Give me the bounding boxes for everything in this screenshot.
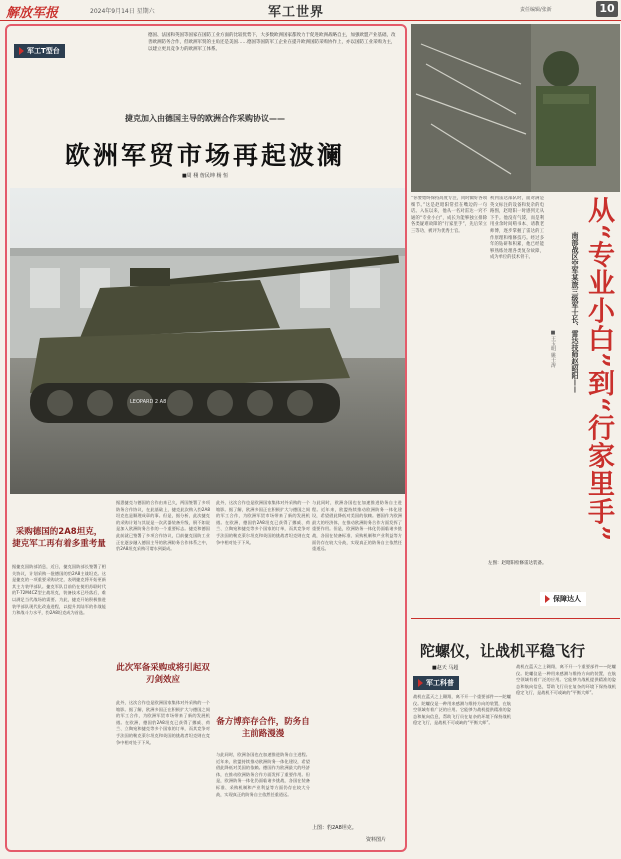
photo-caption: 上图：豹2A8坦克。 xyxy=(312,825,357,831)
editor-line: 责任编辑/张新 xyxy=(520,7,552,13)
gyro-text-2: 战机在蓝天之上翱翔，离不开一个重要部件——陀螺仪。陀螺仪是一种用来感测与维持方向的装置，在航空领域有着广泛的应用。它能够为战机提供精准的姿态和航向信息，帮助飞行员在复杂的环境下保持战机稳定飞行，是战机不可或缺的“平衡大师”。 xyxy=(516,664,616,696)
profile-subtitle: 南部战区空军某旅三级军士长、雷达技师赵昭阳—— xyxy=(571,232,579,393)
photo-source: 资料图片 xyxy=(366,837,387,843)
dateline: 2024年9月14日 星期六 xyxy=(90,8,155,15)
triangle-icon xyxy=(19,47,24,55)
text-column-2b: 此外，这次合作也是欧洲国家集体对外采购的一个缩影。据了解，欧洲多国正在积极扩大与德国之间的军工合作，为欧洲军贸市场带来了新的发展机遇。在欧洲，德国豹2A8坦克已获得了挪威、荷兰、立陶宛和捷克等多个国家的订单，而其竞争对手法国的勒克莱尔坦克和英国的挑战者坦克则在竞争中相对处于下风。 xyxy=(116,700,210,745)
masthead: 解放军报 xyxy=(6,6,59,21)
text-column-1: 据捷克国防部消息，近日，捷克国防部长签署了相关协议，计划采购一批德国的豹2A8主战坦克。这是捷克的一项重要采购决定，表明捷克将开始更新其主力装甲部队。捷克军队目前仍在使用苏联时代的T-72M4CZ型主战坦克，装备技术已经落后，难以满足当代战场的需要。为此，捷克开始积极推进装甲部队现代化改造进程，以提升其陆军的作战能力和战斗力水平，豹2A8坦克成为首选。 xyxy=(12,564,106,616)
article-intro: 德国、法国和英国等国家在国防工业方面的比较优势下，大多数欧洲国家都致力于促进欧洲战略自主，加强欧盟产业基础，改善欧洲防务合作，但欧洲军贸的主角还是美国……德国等国防军工企业在提升欧洲国防采购协作上，亦以国防工业采购为主，以建立更具竞争力的欧洲军工体系。 xyxy=(148,33,396,52)
column-tag xyxy=(14,44,65,58)
section-divider xyxy=(411,618,620,619)
text-column-2: 据悉捷克与德国的合作由来已久，两国签署了多项防务合作协议，在此基础上，捷克此次购入豹2A8坦克也是顺理成章的事。但是，据分析，此次捷克的采购计划与其说是一次武器装备升级，倒不如说是加入欧洲防务合作的一个重要标志。捷克和德国此前就已签署了多项合作协议，目前捷克国防工业正在逐步融入德国主导的欧洲防务合作体系之中，豹2A8坦克采购可谓水到渠成。 xyxy=(116,500,210,552)
gyro-headline: 陀螺仪，让战机平稳飞行 xyxy=(420,642,586,660)
subheading-2: 此次军备采购或将引起双刃剑效应 xyxy=(116,663,210,685)
triangle-icon xyxy=(418,679,423,687)
subheading-1: 采购德国的2A8坦克，捷克军工再有着多重考量 xyxy=(12,527,106,549)
science-tag xyxy=(413,676,459,690)
subheading-3: 备方博弈存合作，防务自主前路漫漫 xyxy=(216,717,310,739)
support-tag-label: 保障达人 xyxy=(553,595,581,603)
section-title: 军工世界 xyxy=(268,5,325,20)
article-headline: 欧洲军贸市场再起波澜 xyxy=(64,141,345,170)
profile-text-1: “你要始终保持高度专注，同时做好各项细节。”这是赵昭阳常挂在嘴边的一句话。入伍以来，他从一名对雷达一窍不通的“专业小白”，成长为能够独立排除各类疑难故障的“行家里手”，先后荣立三等功、被评为优秀士官。 xyxy=(411,196,487,234)
column-tag-label: 军工T型台 xyxy=(27,47,60,55)
gyro-author: ■赵天 马超 xyxy=(432,665,459,671)
text-column-3: 此外，这次合作也是欧洲国家集体对外采购的一个缩影。据了解，欧洲多国正在积极扩大与德国之间的军工合作，为欧洲军贸市场带来了新的发展机遇。在欧洲，德国豹2A8坦克已获得了挪威、荷兰、立陶宛和捷克等多个国家的订单，而其竞争对手法国的勒克莱尔坦克和英国的挑战者坦克则在竞争中相对处于下风。 xyxy=(216,500,310,545)
gyro-text-1: 战机在蓝天之上翱翔，离不开一个重要部件——陀螺仪。陀螺仪是一种用来感测与维持方向的装置，在航空领域有着广泛的应用。它能够为战机提供精准的姿态和航向信息，帮助飞行员在复杂的环境下保持战机稳定飞行，是战机不可或缺的“平衡大师”。 xyxy=(413,694,511,726)
profile-text-2: 初到雷达部队时，面对满是英文标注的设备和复杂的电路图，赵昭阳一时感到无从下手。他没有气馁，而是利用业余时间啃书本、请教老师傅，逐步掌握了雷达的工作原理和维修技巧。经过多年的钻研和积累，他已经能够熟练处理各类复杂故障，成为单位的技术骨干。 xyxy=(490,196,544,261)
triangle-icon xyxy=(545,595,550,603)
article-byline: ■周 栩 詹民坤 杨 恒 xyxy=(181,173,229,179)
science-tag-label: 军工科普 xyxy=(426,679,454,687)
support-tag xyxy=(540,592,586,606)
text-column-4: 与此同时，欧洲各国也在加速推进防务自主进程。近年来，欧盟持续推动欧洲防务一体化建设，希望借此降低对美国的依赖。德国作为欧洲最大的经济体，在推动欧洲防务合作方面发挥了重要作用。但是，欧洲防务一体化仍面临诸多挑战，各国在装备标准、采购机制和产业利益等方面仍存在较大分歧，实现真正的防务自主依然任重道远。 xyxy=(312,500,402,552)
profile-author: ■王玉明 姚士涛 xyxy=(550,330,556,368)
tank-photo-badge: LEOPARD 2 A8 xyxy=(130,399,167,405)
article-kicker: 捷克加入由德国主导的欧洲合作采购协议—— xyxy=(125,114,285,123)
profile-headline: 从“专业小白”到“行家里手” xyxy=(583,196,614,543)
text-column-3b: 与此同时，欧洲各国也在加速推进防务自主进程。近年来，欧盟持续推动欧洲防务一体化建设，希望借此降低对美国的依赖。德国作为欧洲最大的经济体，在推动欧洲防务合作方面发挥了重要作用。但是，欧洲防务一体化仍面临诸多挑战，各国在装备标准、采购机制和产业利益等方面仍存在较大分歧，实现真正的防务自主依然任重道远。 xyxy=(216,752,310,797)
technician-photo xyxy=(411,24,620,192)
page-number: 10 xyxy=(596,1,618,17)
profile-caption: 左图：赵昭阳检修雷达装备。 xyxy=(488,561,547,566)
tank-photo xyxy=(10,188,405,494)
